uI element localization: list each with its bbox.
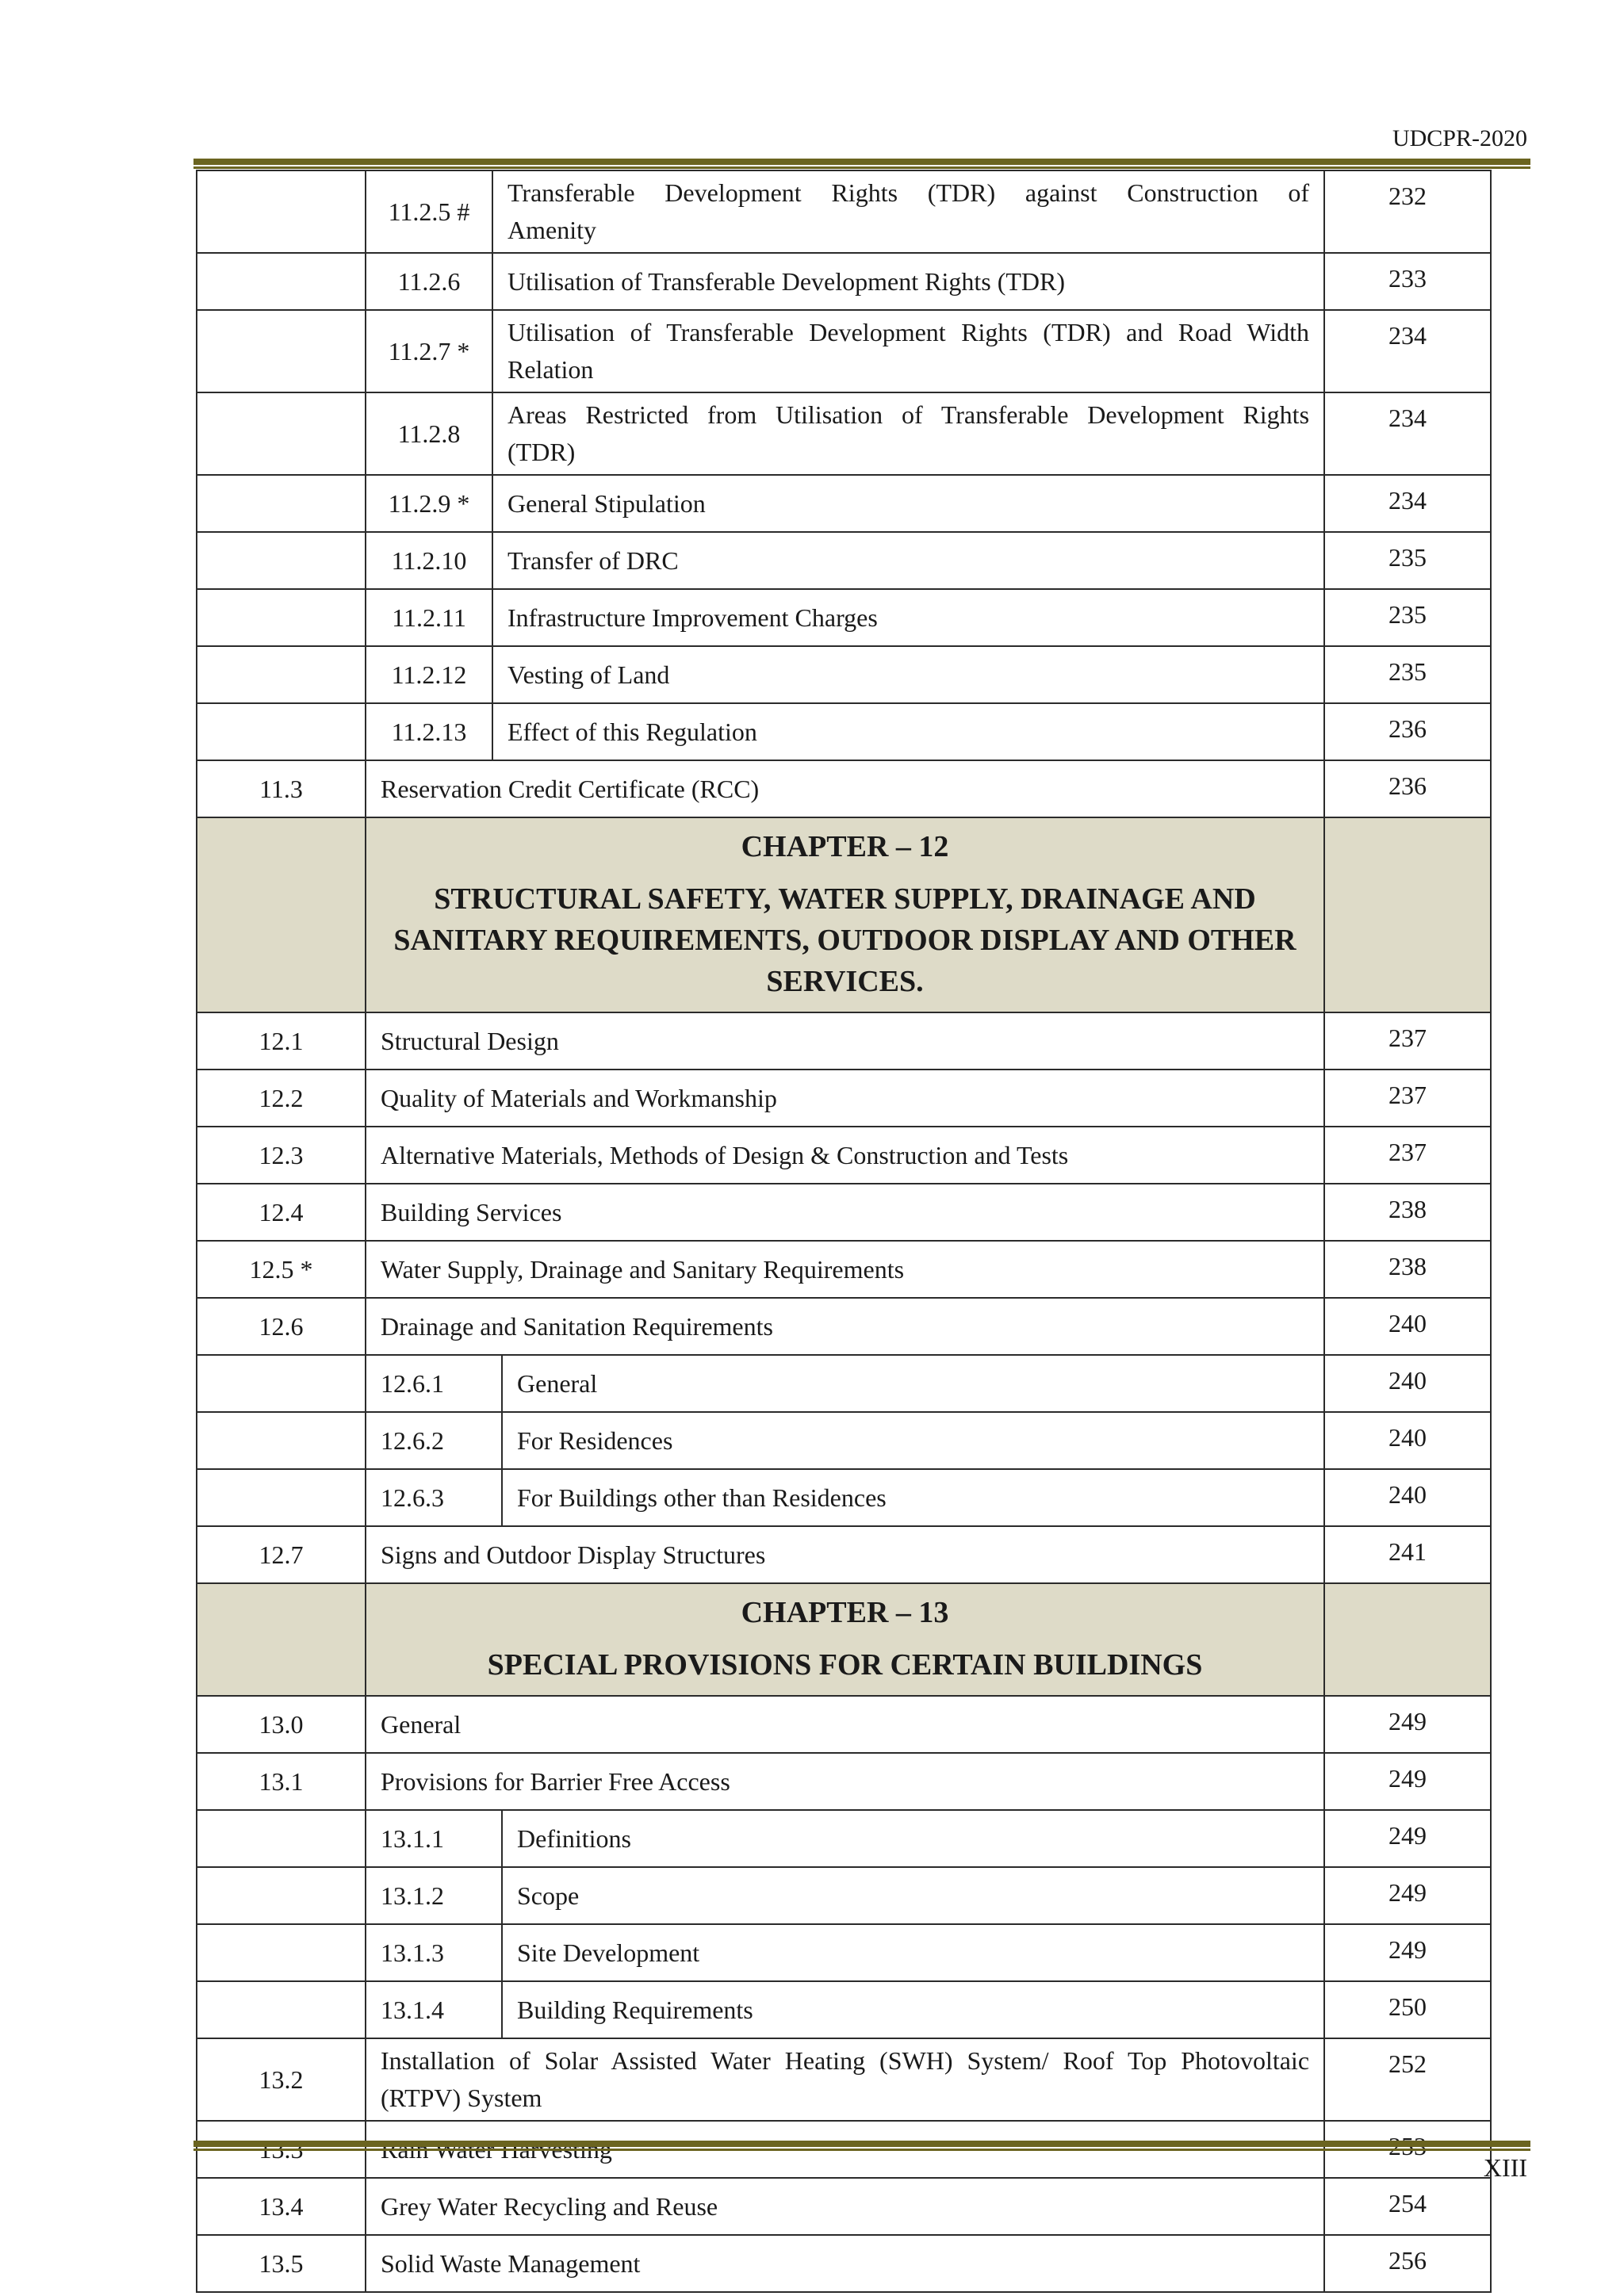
number-cell	[197, 253, 366, 310]
page-number: 249	[1324, 1753, 1491, 1810]
section-number: 12.6	[197, 1298, 366, 1355]
section-title: For Residences	[502, 1412, 1324, 1469]
page-number: 240	[1324, 1412, 1491, 1469]
page-number: 235	[1324, 589, 1491, 646]
subsection-number: 13.1.1	[366, 1810, 502, 1867]
toc-row	[197, 1184, 1491, 1241]
toc-row	[197, 1127, 1491, 1184]
section-title: Grey Water Recycling and Reuse	[366, 2178, 1324, 2235]
section-number: 13.4	[197, 2178, 366, 2235]
subsection-number: 11.2.11	[366, 589, 492, 646]
subsection-number: 11.2.6	[366, 253, 492, 310]
toc-row	[197, 532, 1491, 589]
page-number: 235	[1324, 532, 1491, 589]
section-title: Transfer of DRC	[492, 532, 1324, 589]
number-cell	[197, 475, 366, 532]
header-rule	[193, 159, 1530, 169]
page-number: 234	[1324, 310, 1491, 392]
section-title: Scope	[502, 1867, 1324, 1924]
page-number: 233	[1324, 253, 1491, 310]
section-number: 12.2	[197, 1070, 366, 1127]
toc-row	[197, 1012, 1491, 1070]
page-number: 238	[1324, 1184, 1491, 1241]
page-footer-number: XIII	[1483, 2153, 1527, 2182]
toc-row	[197, 760, 1491, 817]
section-title: Installation of Solar Assisted Water Heating (SWH) System/ Roof Top Photovoltaic (RTPV) System	[366, 2038, 1324, 2121]
subsection-number: 13.1.3	[366, 1924, 502, 1981]
section-number: 13.0	[197, 1696, 366, 1753]
page-number: 256	[1324, 2235, 1491, 2292]
section-title: Solid Waste Management	[366, 2235, 1324, 2292]
page-number: 232	[1324, 170, 1491, 253]
toc-row	[197, 1070, 1491, 1127]
number-cell	[197, 703, 366, 760]
toc-row	[197, 2235, 1491, 2292]
toc-row	[197, 1355, 1491, 1412]
section-title: Signs and Outdoor Display Structures	[366, 1526, 1324, 1583]
number-cell	[197, 1412, 366, 1469]
toc-row	[197, 170, 1491, 253]
page-number: 254	[1324, 2178, 1491, 2235]
page-number: 235	[1324, 646, 1491, 703]
chapter-heading-row	[197, 1583, 1491, 1696]
toc-row	[197, 310, 1491, 392]
toc-row	[197, 475, 1491, 532]
chapter-label: CHAPTER – 12	[741, 830, 949, 863]
toc-row	[197, 1753, 1491, 1810]
number-cell	[197, 1867, 366, 1924]
toc-row	[197, 1696, 1491, 1753]
section-title: Transferable Development Rights (TDR) against Construction of Amenity	[492, 170, 1324, 253]
section-number: 12.4	[197, 1184, 366, 1241]
section-title: For Buildings other than Residences	[502, 1469, 1324, 1526]
page-number: 240	[1324, 1469, 1491, 1526]
section-title: Alternative Materials, Methods of Design & Construction and Tests	[366, 1127, 1324, 1184]
page-number: 249	[1324, 1867, 1491, 1924]
toc-row	[197, 1412, 1491, 1469]
page-number: 249	[1324, 1696, 1491, 1753]
page-number: 236	[1324, 760, 1491, 817]
toc-row	[197, 2038, 1491, 2121]
subsection-number: 11.2.10	[366, 532, 492, 589]
page-number: 241	[1324, 1526, 1491, 1583]
section-number: 12.7	[197, 1526, 366, 1583]
toc-row	[197, 253, 1491, 310]
subsection-number: 13.1.4	[366, 1981, 502, 2038]
section-title: Structural Design	[366, 1012, 1324, 1070]
section-number: 13.5	[197, 2235, 366, 2292]
chapter-page-cell	[1324, 1583, 1491, 1696]
number-cell	[197, 1469, 366, 1526]
section-title: Infrastructure Improvement Charges	[492, 589, 1324, 646]
chapter-page-cell	[1324, 817, 1491, 1012]
page-number: 240	[1324, 1355, 1491, 1412]
subsection-number: 12.6.1	[366, 1355, 502, 1412]
toc-row	[197, 1241, 1491, 1298]
toc-row	[197, 1298, 1491, 1355]
number-cell	[197, 1810, 366, 1867]
chapter-title: STRUCTURAL SAFETY, WATER SUPPLY, DRAINAGE AND SANITARY REQUIREMENTS, OUTDOOR DISPLAY AND OTHER SERVICES.	[393, 882, 1297, 998]
subsection-number: 11.2.5 #	[366, 170, 492, 253]
section-number: 13.2	[197, 2038, 366, 2121]
section-number: 13.1	[197, 1753, 366, 1810]
number-cell	[197, 589, 366, 646]
toc-row	[197, 1469, 1491, 1526]
section-title: Building Services	[366, 1184, 1324, 1241]
page-number: 237	[1324, 1127, 1491, 1184]
section-title: Reservation Credit Certificate (RCC)	[366, 760, 1324, 817]
subsection-number: 12.6.2	[366, 1412, 502, 1469]
section-title: Drainage and Sanitation Requirements	[366, 1298, 1324, 1355]
number-cell	[197, 1981, 366, 2038]
section-title: Areas Restricted from Utilisation of Transferable Development Rights (TDR)	[492, 392, 1324, 475]
chapter-number-cell	[197, 1583, 366, 1696]
subsection-number: 11.2.7 *	[366, 310, 492, 392]
page-number: 249	[1324, 1810, 1491, 1867]
number-cell	[197, 532, 366, 589]
chapter-number-cell	[197, 817, 366, 1012]
chapter-heading-row	[197, 817, 1491, 1012]
toc-row	[197, 646, 1491, 703]
section-title: Provisions for Barrier Free Access	[366, 1753, 1324, 1810]
section-title: Utilisation of Transferable Development Rights (TDR)	[492, 253, 1324, 310]
toc-row	[197, 1981, 1491, 2038]
toc-row	[197, 392, 1491, 475]
number-cell	[197, 1924, 366, 1981]
subsection-number: 11.2.12	[366, 646, 492, 703]
page-number: 250	[1324, 1981, 1491, 2038]
section-number: 12.1	[197, 1012, 366, 1070]
page-number: 234	[1324, 475, 1491, 532]
chapter-heading	[366, 1583, 1324, 1696]
section-number: 12.3	[197, 1127, 366, 1184]
section-title: Vesting of Land	[492, 646, 1324, 703]
chapter-title: SPECIAL PROVISIONS FOR CERTAIN BUILDINGS	[487, 1648, 1203, 1682]
subsection-number: 11.2.13	[366, 703, 492, 760]
section-title: Quality of Materials and Workmanship	[366, 1070, 1324, 1127]
section-number: 12.5 *	[197, 1241, 366, 1298]
subsection-number: 13.1.2	[366, 1867, 502, 1924]
chapter-label: CHAPTER – 13	[741, 1596, 949, 1629]
subsection-number: 11.2.8	[366, 392, 492, 475]
contents-table	[196, 170, 1492, 2293]
number-cell	[197, 310, 366, 392]
subsection-number: 11.2.9 *	[366, 475, 492, 532]
toc-row	[197, 2178, 1491, 2235]
toc-row	[197, 1924, 1491, 1981]
section-title: Site Development	[502, 1924, 1324, 1981]
section-title: Definitions	[502, 1810, 1324, 1867]
page-number: 252	[1324, 2038, 1491, 2121]
toc-row	[197, 589, 1491, 646]
toc-row	[197, 703, 1491, 760]
number-cell	[197, 646, 366, 703]
document-title: UDCPR-2020	[1392, 125, 1527, 151]
page-number: 237	[1324, 1070, 1491, 1127]
number-cell	[197, 1355, 366, 1412]
section-title: General	[366, 1696, 1324, 1753]
subsection-number: 12.6.3	[366, 1469, 502, 1526]
section-title: Utilisation of Transferable Development Rights (TDR) and Road Width Relation	[492, 310, 1324, 392]
section-title: Building Requirements	[502, 1981, 1324, 2038]
section-number: 11.3	[197, 760, 366, 817]
toc-row	[197, 1526, 1491, 1583]
toc-row	[197, 1810, 1491, 1867]
page-number: 234	[1324, 392, 1491, 475]
toc-row	[197, 1867, 1491, 1924]
page-number: 240	[1324, 1298, 1491, 1355]
chapter-heading	[366, 817, 1324, 1012]
section-title: Effect of this Regulation	[492, 703, 1324, 760]
section-title: Water Supply, Drainage and Sanitary Requirements	[366, 1241, 1324, 1298]
footer-rule	[193, 2141, 1530, 2151]
page-number: 238	[1324, 1241, 1491, 1298]
page-number: 237	[1324, 1012, 1491, 1070]
section-title: General	[502, 1355, 1324, 1412]
number-cell	[197, 170, 366, 253]
section-title: General Stipulation	[492, 475, 1324, 532]
number-cell	[197, 392, 366, 475]
page-number: 236	[1324, 703, 1491, 760]
page-number: 249	[1324, 1924, 1491, 1981]
